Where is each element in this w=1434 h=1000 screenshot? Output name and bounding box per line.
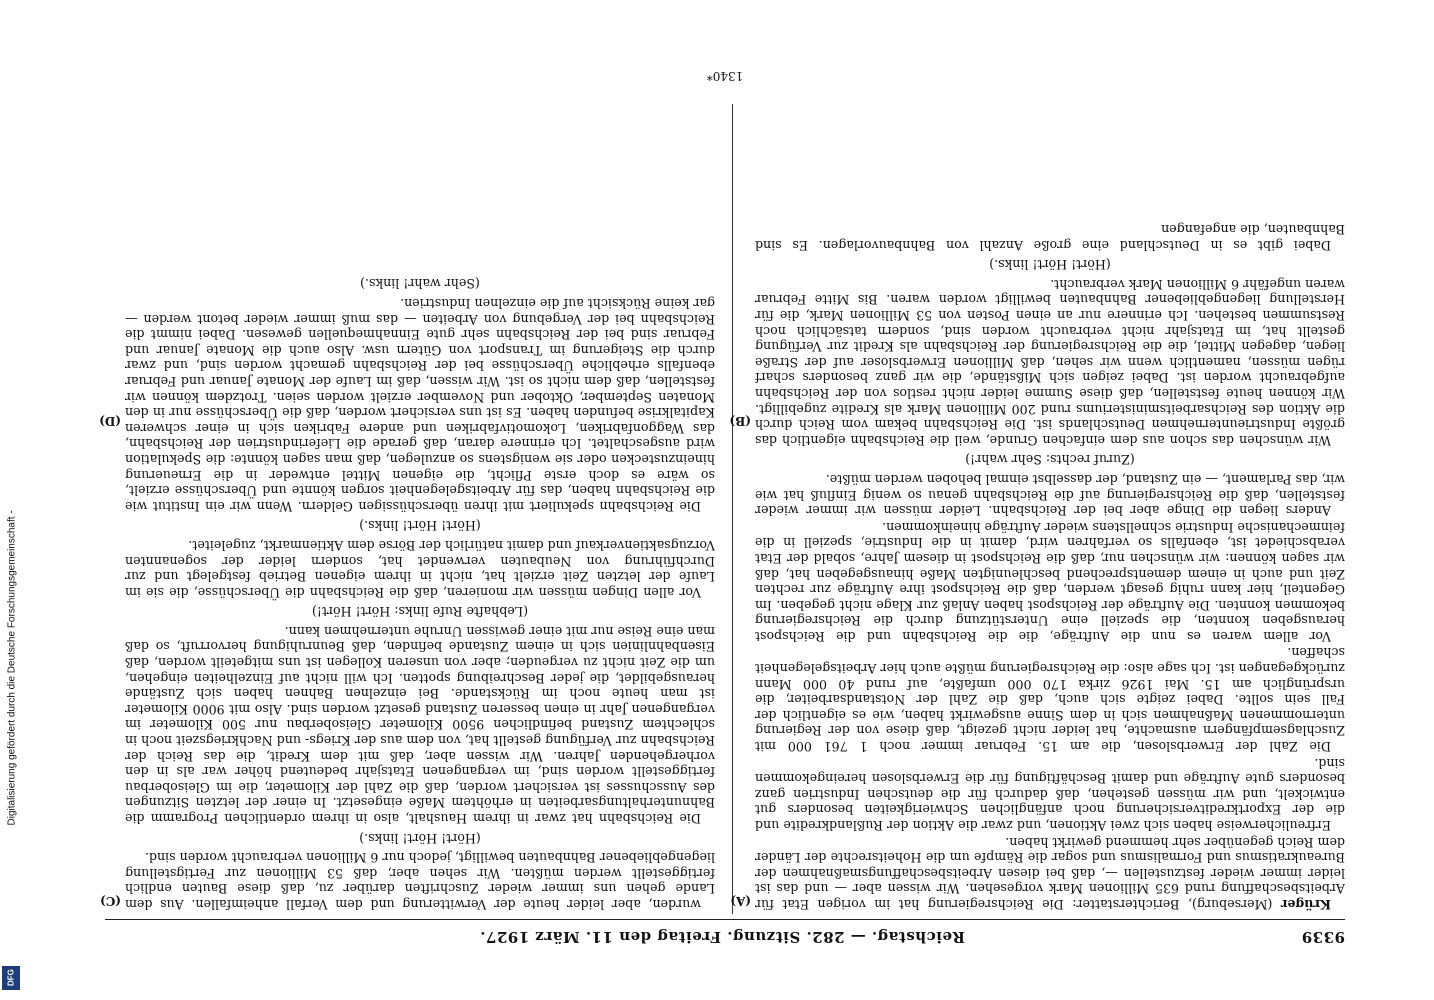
paragraph: Wir wünschen das schon aus dem einfachen Grunde, weil die Reichsbahn eigentlich das größte Industrieunternehmen Deutschlands ist. Die Reichsbahn bekam vom Reich durch die Aktion des Reichsarbeitsministeriums rund 200 Millionen Mark als Kredite zugebilligt. Wir können heute feststellen, daß diese Summe leider nicht restlos von der Reichsbahn aufgebraucht worden ist. Dabei zeigen sich Mißstände, die wir ganz besonders scharf rügen müssen, namentlich wenn wir sehen, daß Millionen Erwerbsloser auf der Straße liegen, dagegen Mittel, die die Reichsregierung der Reichsbahn als Kredit zur Verfügung gestellt hat, im Etatsjahr nicht verbraucht worden sind, sondern tatsächlich noch Restsummen bestehen. Ich erinnere nur an einen Posten von 53 Millionen Mark, die für Herstellung liegengebliebener Bahnbauten bewilligt worden waren. Bis Mitte Februar waren ungefähr 6 Millionen Mark verbraucht. [755,276,1345,448]
paragraph: wurden, aber leider heute der Verwitterung und dem Verfall anheimfallen. Aus dem Lande gehen uns immer wieder Zuschriften darüber zu, daß diese Bauten endlich fertiggestellt werden müßten. Wir sehen aber, daß 53 Millionen zur Fertigstellung liegengebliebener Bahnbauten bewilligt, jedoch nur 6 Millionen verbraucht worden sind. [125,850,715,912]
speaker-note: (Merseburg), Berichterstatter: [1072,897,1273,912]
interjection: (Hört! Hört! links.) [359,830,481,846]
paragraph: Die Reichsbahn hat zwar in ihrem Haushalt, also in ihrem ordentlichen Programm die Bahnunterhaltungsarbeiten in erhöhtem Maße eingesetzt. In einer der letzten Sitzungen des Ausschusses ist versichert worden, daß die Zahl der Kilometer, die im Gleisoberbau fertiggestellt worden sind, im vergangenen Etatsjahr bedeutend höher war als in den vorhergehenden Jahren. Wir wissen aber, daß mit dem Kredit, die das Reich der Reichsbahn zur Verfügung gestellt hat, von dem aus der Kriegs- und Nachkriegszeit noch in schlechtem Zustand befindlichen 9500 Kilometer Gleisoberbau nur 500 Kilometer im vergangenen Jahr in einen besseren Zustand gesetzt worden sind. Also mit 9000 Kilometer ist man heute noch im Rückstande. Bei einzelnen Bahnen haben sich Zustände herausgebildet, die jeder Beschreibung spotten. Ich will nicht auf Einzelheiten eingehen, um die Zeit nicht zu vergeuden; aber von unseren Kollegen ist uns mitgeteilt worden, daß Eisenbahnlinien sich in einem Zustande befinden, daß Beunruhigung hervorruft, so daß man eine Reise nur mit einer gewissen Unruhe unternehmen kann. [125,623,715,827]
interjection: (Lebhafte Rufe links: Hört! Hört!) [311,604,529,620]
interjection: (Hört! Hört! links.) [359,518,481,534]
margin-marker-b: (B) [729,414,751,428]
interjection: (Hört! Hört! links.) [989,257,1111,273]
page-number: 9339 [1301,928,1345,946]
right-column [125,92,715,912]
margin-marker-d: (D) [99,414,121,428]
left-column [755,92,1345,912]
paragraph: Vor allen Dingen müssen wir monieren, daß die Reichsbahn die Überschüsse, die sie im Laufe der letzten Zeit erzielt hat, nicht in ihrem eigenen Betrieb festgelegt und zur Durchführung von Neubauten verwendet hat, sondern leider der sogenannten Vorzugsaktienverkauf und damit natürlich der Börse dem Aktienmarkt, zugeleitet. [125,537,715,600]
paragraph: Die Reichsbahn spekuliert mit ihren überschüssigen Geldern. Wenn wir ein Institut wie die Reichsbahn haben, das für Arbeitsgelegenheit sorgen könnte und Überschüsse erzielt, so wäre es doch erste Pflicht, die eigenen Mittel entweder in die Erneuerung hineinzustecken oder sie wenigstens so anzulegen, daß man sagen könnte: die Spekulation wird ausgeschaltet. Ich erinnere daran, daß gerade die Lieferindustrien der Reichsbahn, das Waggonfabriken, Lokomotivfabriken und andere Fabriken sich in einer schweren Kapitalkrise befunden haben. Es ist uns versichert worden, daß die Überschüsse nur in den Monaten September, Oktober und November erzielt worden seien. Trotzdem können wir feststellen, daß dem nicht so ist. Wir wissen, daß im Laufe der Monate Januar und Februar ebenfalls erhebliche Überschüsse bei der Reichsbahn gemacht worden sind, und zwar durch die Steigerung im Transport von Gütern usw. Also auch die Monate Januar und Februar sind bei der Reichsbahn sehr gute Einnahmequellen gewesen. Dabei nimmt die Reichsbahn bei der Vergebung von Arbeiten — das muß immer wieder betont werden — gar keine Rücksicht auf die einzelnen Industrien. [125,296,715,514]
paragraph: Anders liegen die Dinge aber bei der Reichsbahn. Leider müssen wir immer wieder feststellen, daß die Reichsregierung auf die Reichsbahn genau so wenig Einfluß hat wie wir, das Parlament, — ein Zustand, der dasselbst einmal behoben werden müßte. [755,471,1345,519]
margin-marker-a: (A) [730,894,751,908]
speaker-name: Krüger [1280,897,1331,912]
paragraph: Erfreulicherweise haben sich zwei Aktionen, und zwar die Aktion der Rußlandkredite und die der Exportkreditversicherung noch anfänglichen Schwierigkeiten besonders gut entwickelt, und wir müssen gestehen, daß dadurch für die deutschen Industrien ganz besonders gute Aufträge und damit Beschäftigung für die Erwerbslosen hereingekommen sind. [755,755,1345,834]
column-divider [732,104,733,914]
header-rule [105,919,1345,920]
interjection: (Sehr wahr! links.) [360,276,480,292]
scanned-page [99,58,1345,948]
page-header [105,922,1345,948]
interjection: (Zuruf rechts: Sehr wahr!) [965,452,1135,468]
paragraph: Dabei gibt es in Deutschland eine große Anzahl von Bahnbauvorlagen. Es sind Bahnbauten, die angefangen [755,222,1345,253]
paragraph: Die Reichsregierung hat im vorigen Etat für Arbeitsbeschaffung rund 635 Millionen Mark vorgesehen. Wir wissen aber — und das ist leider immer wieder festzustellen —, daß bei diesen Arbeitsbeschaffungsmaßnahmen der Bureaukratismus und Formalismus und sogar die Rämpfe um die Hoheitsrechte der Länder dem Reich gegenüber sehr hemmend gewirkt haben. [755,834,1345,912]
page-title: Reichstag. — 282. Sitzung. Freitag den 11. März 1927. [479,928,965,946]
digitization-credit-text: Digitalisierung gefördert durch die Deutsche Forschungsgemeinschaft - [6,510,18,826]
margin-marker-c: (C) [100,894,121,908]
speaker-line [755,834,1345,912]
dfg-logo: DFG [2,966,20,990]
paragraph: Die Zahl der Erwerbslosen, die am 15. Februar immer noch 1 761 000 mit Zuschlagsempfängern ausmachte, hat leider nicht gezeigt, daß diese von der Regierung unternommenen Maßnahmen sich in dem Sinne ausgewirkt haben, wie es eigentlich der Fall sein sollte. Dabei zeigte sich auch, daß die Zahl der Notstandsarbeiter, die ursprünglich am 15. Mai 1926 zirka 170 000 umfaßte, auf rund 40 000 Mann zurückgegangen ist. Ich sage also: die Reichsregierung müßte auch hier Arbeitsgelegenheit schaffen. [755,645,1345,755]
digitization-credit-sidebar [0,0,24,1000]
folio-number: 1340* [706,69,744,83]
paragraph: Vor allem waren es nun die Aufträge, die die Reichsbahn und die Reichspost herausgeben konnten, die speziell eine Unterstützung durch die Reichsregierung bekommen konnten. Die Aufträge der Reichspost haben Anlaß zur Klage nicht gegeben. Im Gegenteil, hier kann ruhig gesagt werden, daß die Reichspost ihre Aufträge zur rechten Zeit und auch in einem dementsprechend beschleunigten Maße hinausgegeben hat, daß wir sagen können: wir wünschen nur, daß die Reichspost in diesem Jahre, sobald der Etat verabschiedet ist, ebenfalls so verfahren wird, damit in die Industrie, speziell in die feinmechanische Industrie schnellstens wieder Aufträge hineinkommen. [755,519,1345,644]
